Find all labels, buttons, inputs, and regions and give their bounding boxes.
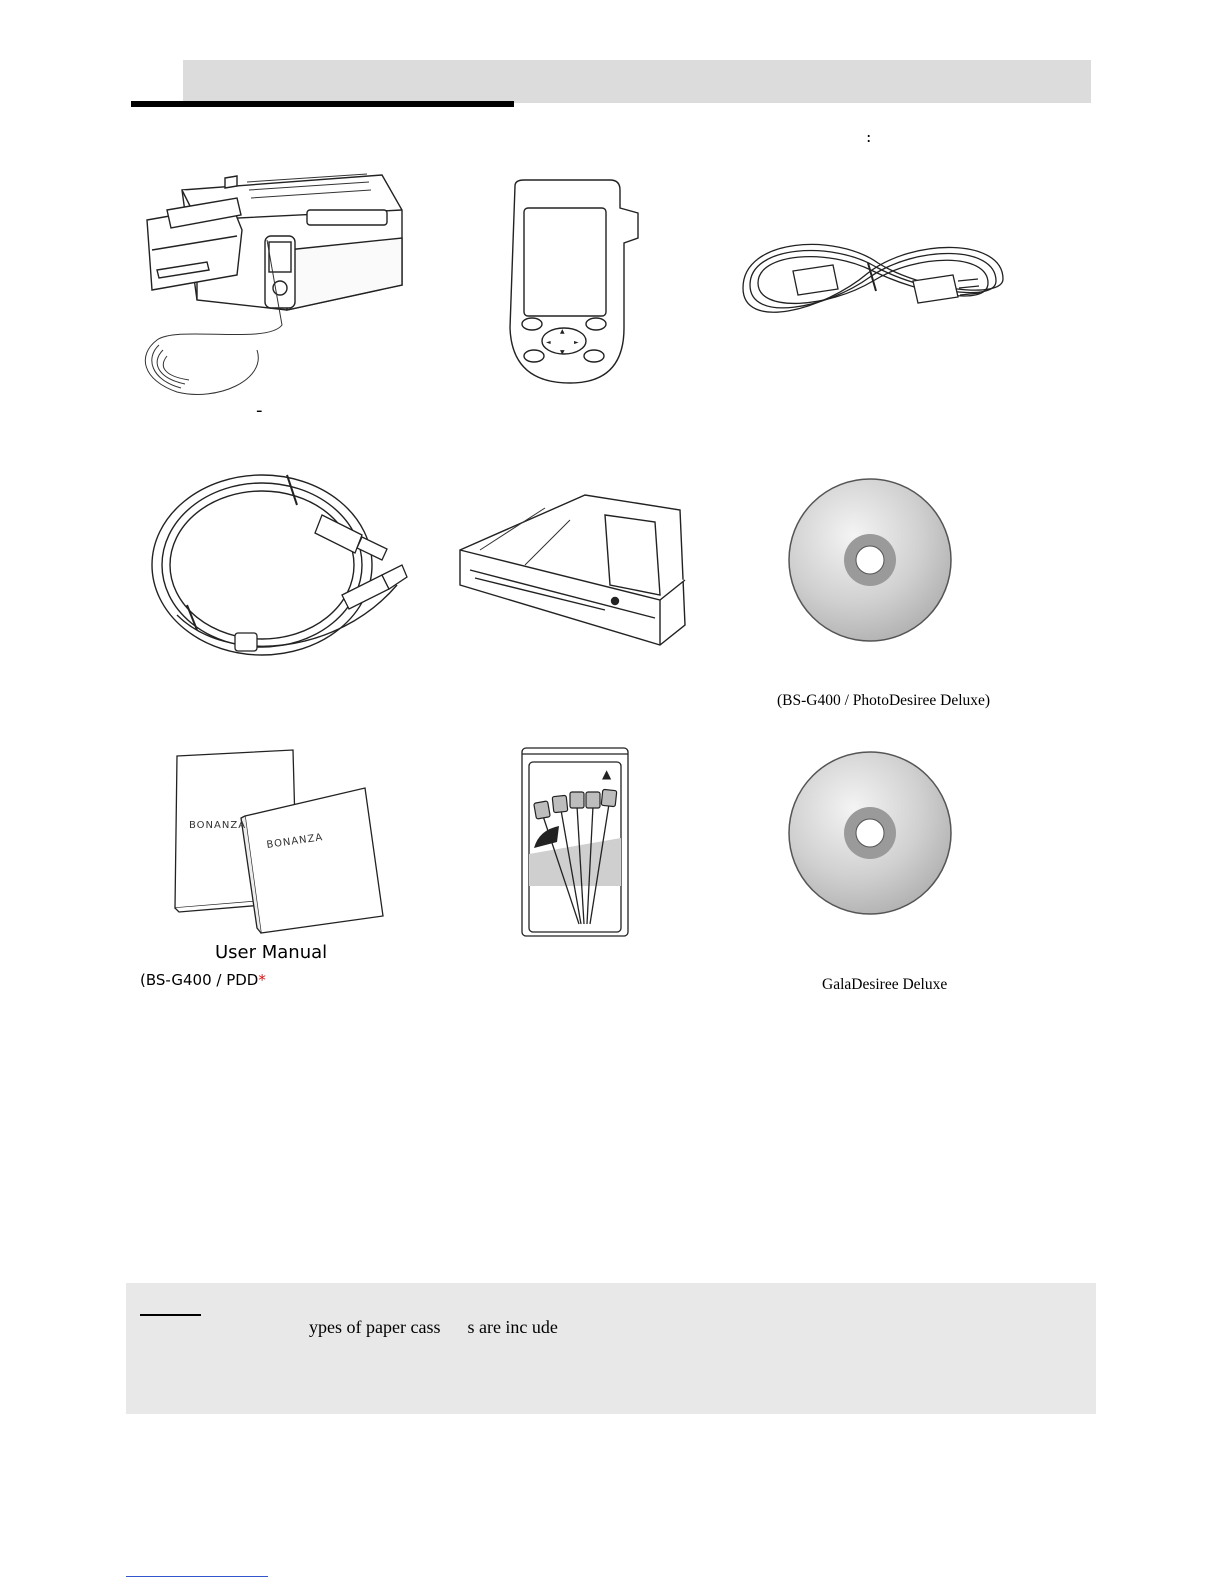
svg-text:▲: ▲ xyxy=(602,767,612,781)
manual-logo-1: BONANZA xyxy=(189,820,247,831)
remote-illustration xyxy=(500,178,640,388)
remote-icon xyxy=(500,178,640,388)
svg-text:▲: ▲ xyxy=(560,328,565,335)
note-box xyxy=(126,1283,1096,1414)
printer-icon xyxy=(137,170,407,400)
header-band xyxy=(183,60,1091,103)
header-colon: : xyxy=(866,127,872,146)
asterisk-mark: * xyxy=(258,971,266,989)
photo-cd-caption: (BS-G400 / PhotoDesiree Deluxe) xyxy=(777,692,991,709)
paper-cassette-icon xyxy=(455,470,695,660)
note-heading-underline xyxy=(140,1314,201,1316)
manual-illustration xyxy=(165,748,390,933)
manual-caption-line1: User Manual xyxy=(215,942,328,963)
paper-cassette-illustration xyxy=(455,470,695,660)
cleaning-kit-icon xyxy=(519,746,631,939)
svg-text:◄: ◄ xyxy=(546,339,551,346)
svg-text:▼: ▼ xyxy=(560,349,565,356)
manual-icon xyxy=(165,748,390,933)
manual-logo-2: BONANZA xyxy=(265,832,324,851)
cd-icon xyxy=(787,750,953,916)
cd-icon xyxy=(787,477,953,643)
power-cord-icon xyxy=(738,233,1008,333)
note-text: ypes of paper cass s are inc ude xyxy=(309,1317,558,1337)
svg-text:►: ► xyxy=(574,339,579,346)
footer-link-underline[interactable] xyxy=(126,1576,268,1577)
manual-caption-text: (BS-G400 / PDD xyxy=(140,971,259,989)
usb-cable-illustration xyxy=(137,465,407,660)
gala-cd-caption: GalaDesiree Deluxe xyxy=(822,976,948,993)
cleaning-kit-illustration xyxy=(519,746,631,939)
gala-cd-illustration xyxy=(787,750,953,916)
power-cord-illustration xyxy=(738,233,1008,333)
usb-cable-icon xyxy=(137,465,407,660)
printer-caption: - xyxy=(256,400,263,421)
manual-caption-line2 xyxy=(140,971,266,989)
photo-cd-illustration xyxy=(787,477,953,643)
printer-illustration xyxy=(137,170,407,400)
header-rule xyxy=(131,101,514,107)
